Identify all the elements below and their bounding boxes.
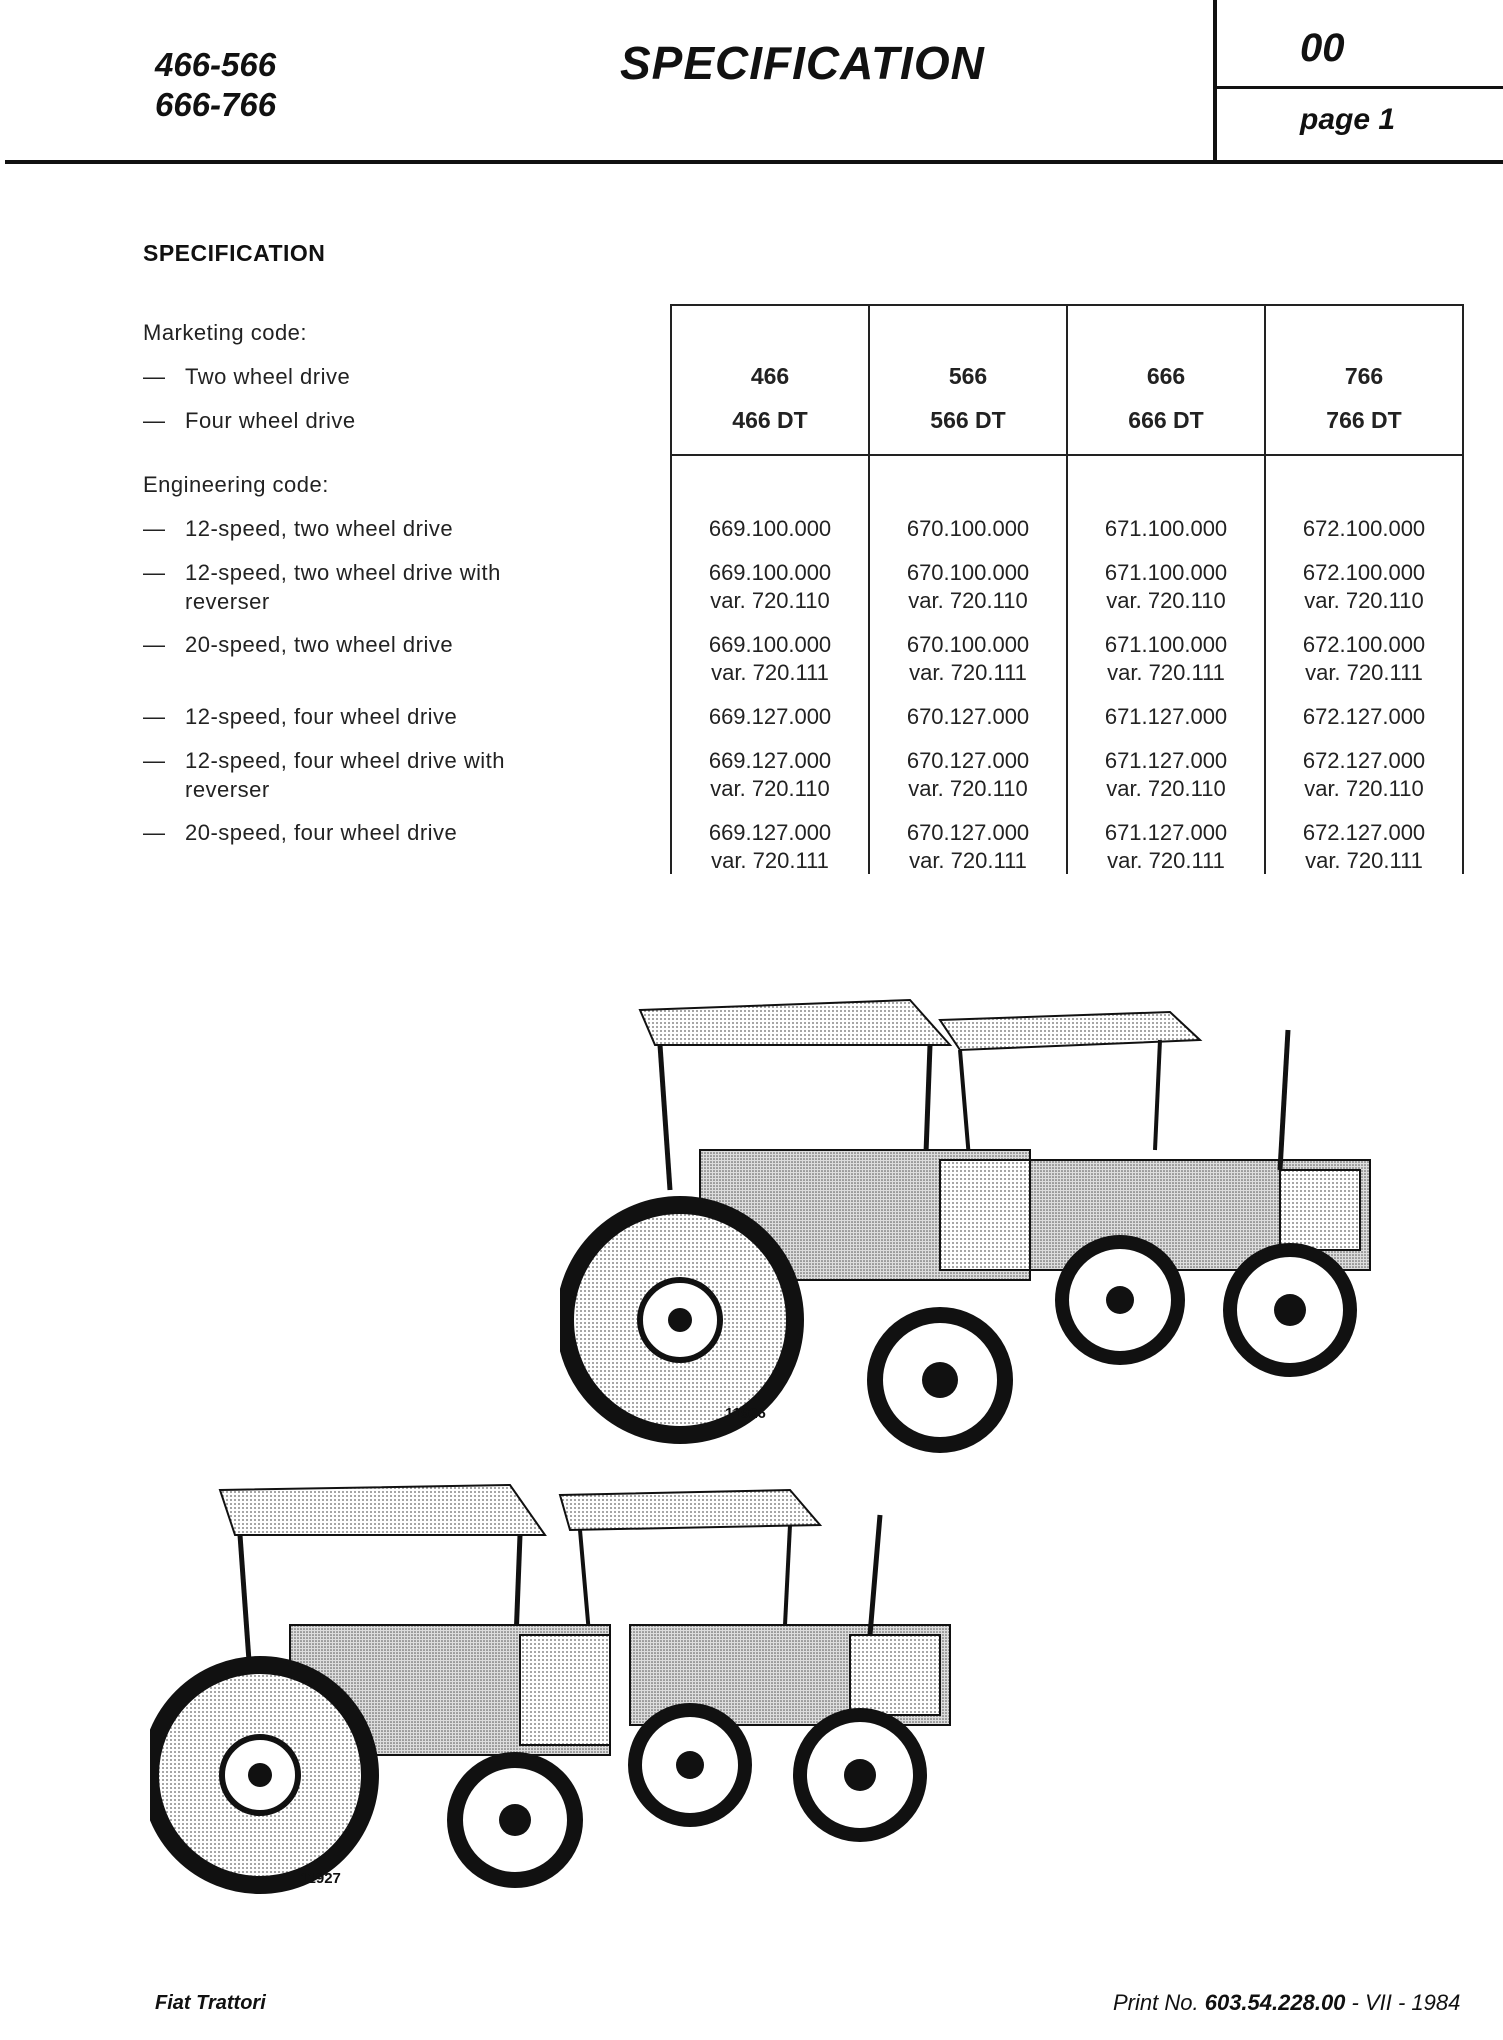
print-number [1113, 1990, 1460, 2016]
model-range [155, 45, 276, 125]
dash-mark: — [143, 748, 166, 773]
dash-mark: — [143, 632, 166, 657]
engineering-code-cell: 670.100.000 [906, 632, 1030, 657]
tractor-illustration-top [560, 990, 1460, 1470]
engineering-code-cell: var. 720.110 [1304, 776, 1424, 801]
model-range-line1: 466-566 [155, 46, 277, 83]
label-eng-row-6 [143, 818, 457, 847]
model-code-cell: 666 DT [1128, 407, 1204, 433]
tractor-illustration-bottom [150, 1475, 1050, 1895]
engineering-code-cell: var. 720.111 [711, 660, 829, 685]
engineering-code-cell: 672.127.000 [1302, 748, 1426, 773]
engineering-code-cell: var. 720.110 [1106, 588, 1226, 613]
label-text: Four wheel drive [185, 408, 356, 433]
engineering-code-cell: 669.127.000 [708, 704, 832, 729]
engineering-code-cell: 669.100.000 [708, 632, 832, 657]
dash-mark: — [143, 408, 166, 433]
dash-mark: — [143, 560, 166, 585]
engineering-code-cell: var. 720.111 [1107, 660, 1225, 685]
dash-mark: — [143, 704, 166, 729]
engineering-code-cell: 672.100.000 [1302, 516, 1426, 541]
engineering-code-cell: var. 720.110 [1304, 588, 1424, 613]
label-eng-row-4 [143, 702, 457, 731]
engineering-code-cell: 670.100.000 [906, 560, 1030, 585]
engineering-code-cell: 669.100.000 [708, 516, 832, 541]
engineering-code-cell: var. 720.111 [1305, 848, 1423, 873]
figure-number-top: 11926 [725, 1405, 766, 1422]
engineering-code-cell: 670.127.000 [906, 704, 1030, 729]
model-code-cell: 566 DT [930, 407, 1006, 433]
label-text: 20-speed, two wheel drive [185, 632, 454, 657]
engineering-code-cell: 672.127.000 [1302, 820, 1426, 845]
print-prefix: Print No. [1113, 1990, 1199, 2015]
label-eng-row-1 [143, 514, 453, 543]
engineering-code-cell: 670.100.000 [906, 516, 1030, 541]
engineering-code-cell: 670.127.000 [906, 748, 1030, 773]
figure-number-bottom: 11927 [300, 1870, 341, 1887]
print-date: - VII - 1984 [1351, 1990, 1461, 2015]
engineering-code-cell: var. 720.110 [908, 776, 1028, 801]
label-marketing-code: Marketing code: [143, 320, 308, 345]
label-text: 12-speed, four wheel drive [185, 704, 458, 729]
label-text-cont: reverser [185, 589, 270, 614]
engineering-code-cell: var. 720.111 [909, 848, 1027, 873]
engineering-code-cell: 671.100.000 [1104, 560, 1228, 585]
engineering-code-cell: 669.127.000 [708, 820, 832, 845]
page-title: SPECIFICATION [620, 37, 985, 89]
section-heading: SPECIFICATION [143, 240, 326, 266]
label-text: 12-speed, four wheel drive with [185, 748, 505, 773]
model-code-cell: 466 [750, 363, 790, 389]
model-range-line2: 666-766 [155, 86, 277, 123]
engineering-code-cell: var. 720.110 [908, 588, 1028, 613]
engineering-code-cell: 669.100.000 [708, 560, 832, 585]
engineering-code-cell: 671.100.000 [1104, 632, 1228, 657]
print-code: 603.54.228.00 [1204, 1990, 1346, 2015]
engineering-code-cell: var. 720.111 [1305, 660, 1423, 685]
engineering-code-cell: 671.127.000 [1104, 820, 1228, 845]
header-rule [5, 160, 1503, 164]
page-number: page 1 [1300, 103, 1396, 136]
label-text: 12-speed, two wheel drive [185, 516, 454, 541]
model-code-cell: 766 DT [1326, 407, 1402, 433]
tractor-rear [560, 1490, 950, 1835]
dash-mark: — [143, 820, 166, 845]
engineering-code-cell: 671.127.000 [1104, 748, 1228, 773]
dash-mark: — [143, 516, 166, 541]
label-eng-row-3 [143, 630, 453, 659]
model-code-cell: 666 [1146, 363, 1186, 389]
model-code-cell: 766 [1344, 363, 1384, 389]
label-engineering-code: Engineering code: [143, 472, 329, 497]
spec-table [670, 304, 1464, 874]
publisher: Fiat Trattori [155, 1992, 266, 2014]
engineering-code-cell: 669.127.000 [708, 748, 832, 773]
label-text-cont: reverser [185, 777, 270, 802]
header-divider-right [1217, 86, 1503, 89]
label-text: 20-speed, four wheel drive [185, 820, 458, 845]
table-col-border [1462, 304, 1464, 874]
dash-mark: — [143, 364, 166, 389]
engineering-code-cell: 672.100.000 [1302, 632, 1426, 657]
label-text: Two wheel drive [185, 364, 351, 389]
label-four-wheel-drive [143, 406, 356, 435]
engineering-code-cell: 671.100.000 [1104, 516, 1228, 541]
label-text: 12-speed, two wheel drive with [185, 560, 501, 585]
engineering-code-cell: var. 720.111 [909, 660, 1027, 685]
header-divider-vertical [1213, 0, 1217, 162]
engineering-code-cell: var. 720.110 [1106, 776, 1226, 801]
tractor-front [150, 1485, 610, 1885]
engineering-code-cell: 672.127.000 [1302, 704, 1426, 729]
engineering-code-cell: 672.100.000 [1302, 560, 1426, 585]
engineering-code-cell: var. 720.111 [1107, 848, 1225, 873]
label-eng-row-5 [143, 746, 505, 804]
label-two-wheel-drive [143, 362, 350, 391]
engineering-code-cell: 671.127.000 [1104, 704, 1228, 729]
engineering-code-cell: var. 720.110 [710, 588, 830, 613]
engineering-code-cell: 670.127.000 [906, 820, 1030, 845]
label-eng-row-2 [143, 558, 501, 616]
model-code-cell: 466 DT [732, 407, 808, 433]
model-code-cell: 566 [948, 363, 988, 389]
engineering-code-cell: var. 720.111 [711, 848, 829, 873]
engineering-code-cell: var. 720.110 [710, 776, 830, 801]
section-code: 00 [1300, 26, 1345, 70]
